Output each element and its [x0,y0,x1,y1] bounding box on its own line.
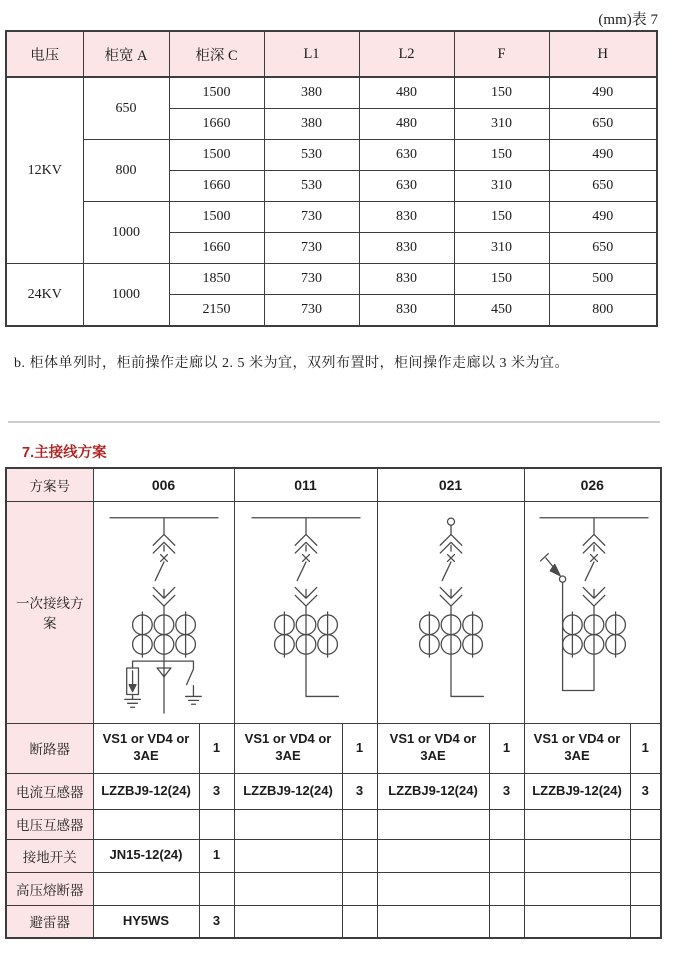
component-qty-cell [489,872,524,905]
component-label: 避雷器 [6,905,93,938]
dimension-value-cell: 480 [359,77,454,109]
dimension-value-cell: 1850 [169,264,264,295]
dimension-value-cell: 150 [454,202,549,233]
component-model-cell [377,839,489,872]
component-qty-cell: 3 [199,905,234,938]
scheme-id-006: 006 [93,468,234,501]
component-model-cell [234,872,342,905]
header-f: F [454,31,549,77]
dimension-value-cell: 450 [454,295,549,327]
component-qty-cell [199,872,234,905]
diagram-cell-026 [524,501,661,723]
component-qty-cell [630,839,661,872]
component-model-cell [524,872,630,905]
cabinet-width-cell: 1000 [83,202,169,264]
component-qty-cell: 3 [630,773,661,809]
component-qty-cell: 3 [342,773,377,809]
component-label: 断路器 [6,723,93,773]
component-model-cell [234,839,342,872]
component-row [6,839,661,872]
scheme-row-label: 方案号 [6,468,93,501]
component-model-cell [377,809,489,839]
diagram-cell-021 [377,501,524,723]
component-qty-cell: 1 [199,839,234,872]
dimension-value-cell: 730 [264,295,359,327]
dimension-value-cell: 1660 [169,109,264,140]
component-model-cell [234,905,342,938]
component-model-cell: LZZBJ9-12(24) [377,773,489,809]
component-model-cell: VS1 or VD4 or 3AE [234,723,342,773]
table-caption: (mm)表 7 [598,12,658,28]
dimension-value-cell: 380 [264,109,359,140]
dimension-table-header-row [6,31,657,77]
dimension-value-cell: 1500 [169,202,264,233]
header-voltage: 电压 [6,31,83,77]
component-qty-cell: 3 [199,773,234,809]
dimension-value-cell: 630 [359,140,454,171]
dimension-value-cell: 730 [264,202,359,233]
component-model-cell: JN15-12(24) [93,839,199,872]
header-l1: L1 [264,31,359,77]
component-model-cell: HY5WS [93,905,199,938]
component-model-cell [93,872,199,905]
component-model-cell: LZZBJ9-12(24) [93,773,199,809]
dimension-value-cell: 730 [264,233,359,264]
component-label: 接地开关 [6,839,93,872]
dimension-table-row [6,264,657,295]
component-row [6,773,661,809]
dimension-value-cell: 730 [264,264,359,295]
corridor-note: b. 柜体单列时，柜前操作走廊以 2. 5 米为宜，双列布置时，柜间操作走廊以 3 米为宜。 [14,356,569,371]
header-cabinet-width: 柜宽 A [83,31,169,77]
component-model-cell: VS1 or VD4 or 3AE [524,723,630,773]
component-model-cell: VS1 or VD4 or 3AE [377,723,489,773]
component-qty-cell [342,905,377,938]
dimension-value-cell: 490 [549,140,657,171]
cabinet-width-cell: 800 [83,140,169,202]
dimension-value-cell: 480 [359,109,454,140]
component-qty-cell: 1 [489,723,524,773]
dimension-table-row [6,140,657,171]
diagram-cell-006 [93,501,234,723]
dimension-value-cell: 650 [549,109,657,140]
section-heading: 7.主接线方案 [22,445,107,461]
dimension-value-cell: 2150 [169,295,264,327]
component-model-cell: LZZBJ9-12(24) [234,773,342,809]
dimension-value-cell: 1660 [169,233,264,264]
dimension-value-cell: 150 [454,264,549,295]
dimension-value-cell: 830 [359,202,454,233]
component-qty-cell [342,809,377,839]
scheme-header-row [6,468,661,501]
header-cabinet-depth: 柜深 C [169,31,264,77]
wiring-diagram-006 [95,504,233,720]
dimension-table [5,30,658,327]
dimension-value-cell: 630 [359,171,454,202]
component-model-cell: LZZBJ9-12(24) [524,773,630,809]
component-model-cell: VS1 or VD4 or 3AE [93,723,199,773]
voltage-cell: 12KV [6,77,83,264]
dimension-value-cell: 310 [454,109,549,140]
dimension-value-cell: 830 [359,295,454,327]
diagram-row [6,501,661,723]
diagram-row-label: 一次接线方案 [6,501,93,723]
cabinet-width-cell: 650 [83,77,169,140]
dimension-table-row [6,77,657,109]
component-model-cell [524,905,630,938]
wiring-diagram-011 [237,504,375,720]
dimension-value-cell: 800 [549,295,657,327]
component-qty-cell [199,809,234,839]
scheme-table [5,467,662,939]
component-label: 电流互感器 [6,773,93,809]
wiring-diagram-021 [382,504,520,720]
section-divider [8,421,660,423]
component-row [6,723,661,773]
dimension-value-cell: 380 [264,77,359,109]
component-qty-cell [630,905,661,938]
dimension-value-cell: 1500 [169,77,264,109]
wiring-diagram-026 [525,504,662,720]
dimension-value-cell: 490 [549,202,657,233]
component-model-cell [234,809,342,839]
dimension-value-cell: 1660 [169,171,264,202]
component-qty-cell: 1 [199,723,234,773]
component-row [6,809,661,839]
component-row [6,872,661,905]
cabinet-width-cell: 1000 [83,264,169,327]
component-label: 高压熔断器 [6,872,93,905]
component-model-cell [377,872,489,905]
dimension-value-cell: 530 [264,140,359,171]
component-qty-cell [630,872,661,905]
component-model-cell [524,809,630,839]
component-qty-cell: 3 [489,773,524,809]
dimension-value-cell: 490 [549,77,657,109]
scheme-id-011: 011 [234,468,377,501]
component-qty-cell [489,905,524,938]
voltage-cell: 24KV [6,264,83,327]
component-row [6,905,661,938]
dimension-value-cell: 830 [359,233,454,264]
component-qty-cell [489,809,524,839]
dimension-table-row [6,202,657,233]
dimension-value-cell: 310 [454,171,549,202]
component-qty-cell [342,872,377,905]
component-qty-cell [630,809,661,839]
component-qty-cell [489,839,524,872]
component-qty-cell [342,839,377,872]
dimension-value-cell: 650 [549,171,657,202]
dimension-value-cell: 150 [454,140,549,171]
component-label: 电压互感器 [6,809,93,839]
component-qty-cell: 1 [342,723,377,773]
component-model-cell [93,809,199,839]
dimension-value-cell: 310 [454,233,549,264]
component-model-cell [524,839,630,872]
dimension-value-cell: 150 [454,77,549,109]
dimension-value-cell: 530 [264,171,359,202]
component-qty-cell: 1 [630,723,661,773]
diagram-cell-011 [234,501,377,723]
scheme-id-021: 021 [377,468,524,501]
dimension-value-cell: 500 [549,264,657,295]
dimension-value-cell: 830 [359,264,454,295]
scheme-id-026: 026 [524,468,661,501]
header-l2: L2 [359,31,454,77]
header-h: H [549,31,657,77]
component-model-cell [377,905,489,938]
dimension-value-cell: 1500 [169,140,264,171]
dimension-value-cell: 650 [549,233,657,264]
